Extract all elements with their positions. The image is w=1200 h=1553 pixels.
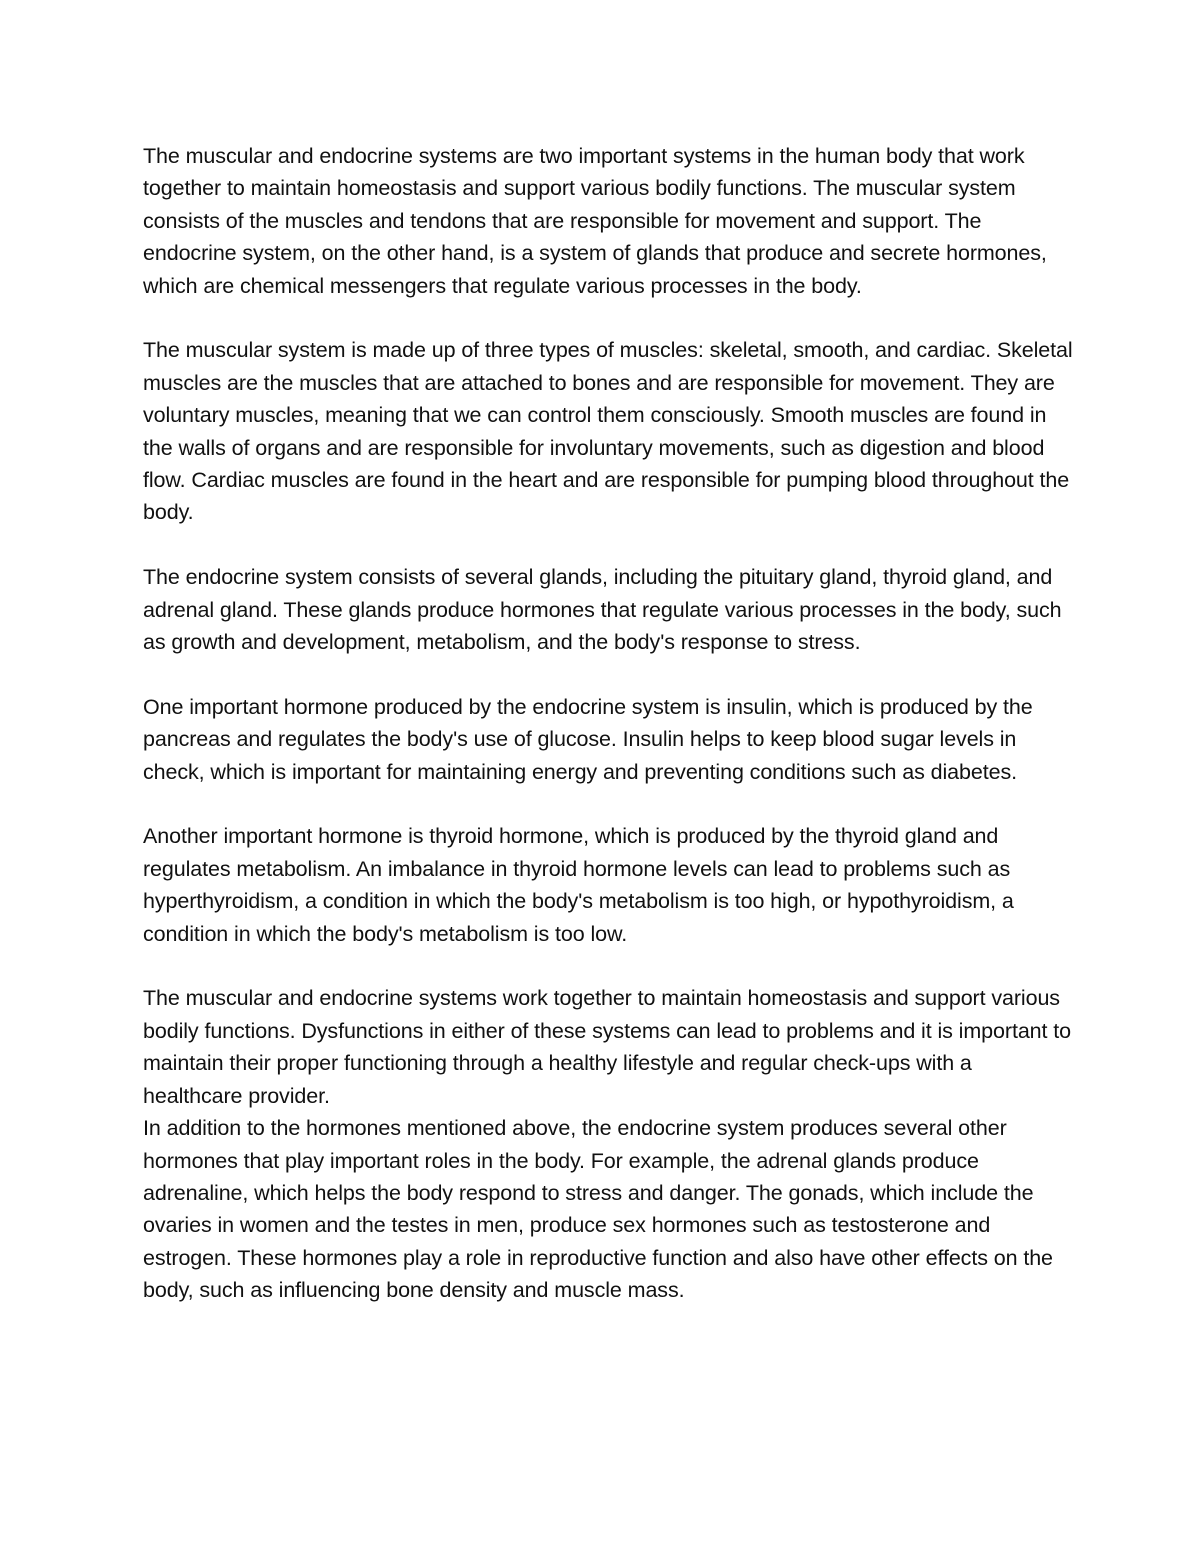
paragraph-6: The muscular and endocrine systems work together to maintain homeostasis and support various bodily functions. Dysfunctions in either of these systems can lead to problems and it is important to maintain their proper functioning through a healthy lifestyle and regular check-ups with a healthcare provider. [143, 986, 1072, 1108]
paragraph-7: In addition to the hormones mentioned above, the endocrine system produces several other hormones that play important roles in the body. For example, the adrenal glands produce adrenaline, which helps the body respond to stress and danger. The gonads, which include the ovaries in women and the testes in men, produce sex hormones such as testosterone and estrogen. These hormones play a role in reproductive function and also have other effects on the body, such as influencing bone density and muscle mass. [143, 1116, 1053, 1303]
paragraph-gap [143, 302, 1073, 334]
document-body [143, 140, 1073, 1307]
paragraph-gap [143, 658, 1073, 690]
paragraph-5: Another important hormone is thyroid hormone, which is produced by the thyroid gland and regulates metabolism. An imbalance in thyroid hormone levels can lead to problems such as hyperthyroidism, a condition in which the body's metabolism is too high, or hypothyroidism, a condition in which the body's metabolism is too low. [143, 824, 1014, 946]
paragraph-gap [143, 950, 1073, 982]
paragraph-4: One important hormone produced by the endocrine system is insulin, which is produced by the pancreas and regulates the body's use of glucose. Insulin helps to keep blood sugar levels in check, which is important for maintaining energy and preventing conditions such as diabetes. [143, 694, 1033, 784]
paragraph-2: The muscular system is made up of three types of muscles: skeletal, smooth, and cardiac. Skeletal muscles are the muscles that are attached to bones and are responsible for movement. They are voluntary muscles, meaning that we can control them consciously. Smooth muscles are found in the walls of organs and are responsible for involuntary movements, such as digestion and blood flow. Cardiac muscles are found in the heart and are responsible for pumping blood throughout the body. [143, 338, 1073, 525]
paragraph-1: The muscular and endocrine systems are two important systems in the human body that work together to maintain homeostasis and support various bodily functions. The muscular system consists of the muscles and tendons that are responsible for movement and support. The endocrine system, on the other hand, is a system of glands that produce and secrete hormones, which are chemical messengers that regulate various processes in the body. [143, 144, 1047, 298]
paragraph-gap [143, 788, 1073, 820]
paragraph-gap [143, 529, 1073, 561]
paragraph-3: The endocrine system consists of several glands, including the pituitary gland, thyroid gland, and adrenal gland. These glands produce hormones that regulate various processes in the body, such as growth and development, metabolism, and the body's response to stress. [143, 565, 1062, 655]
